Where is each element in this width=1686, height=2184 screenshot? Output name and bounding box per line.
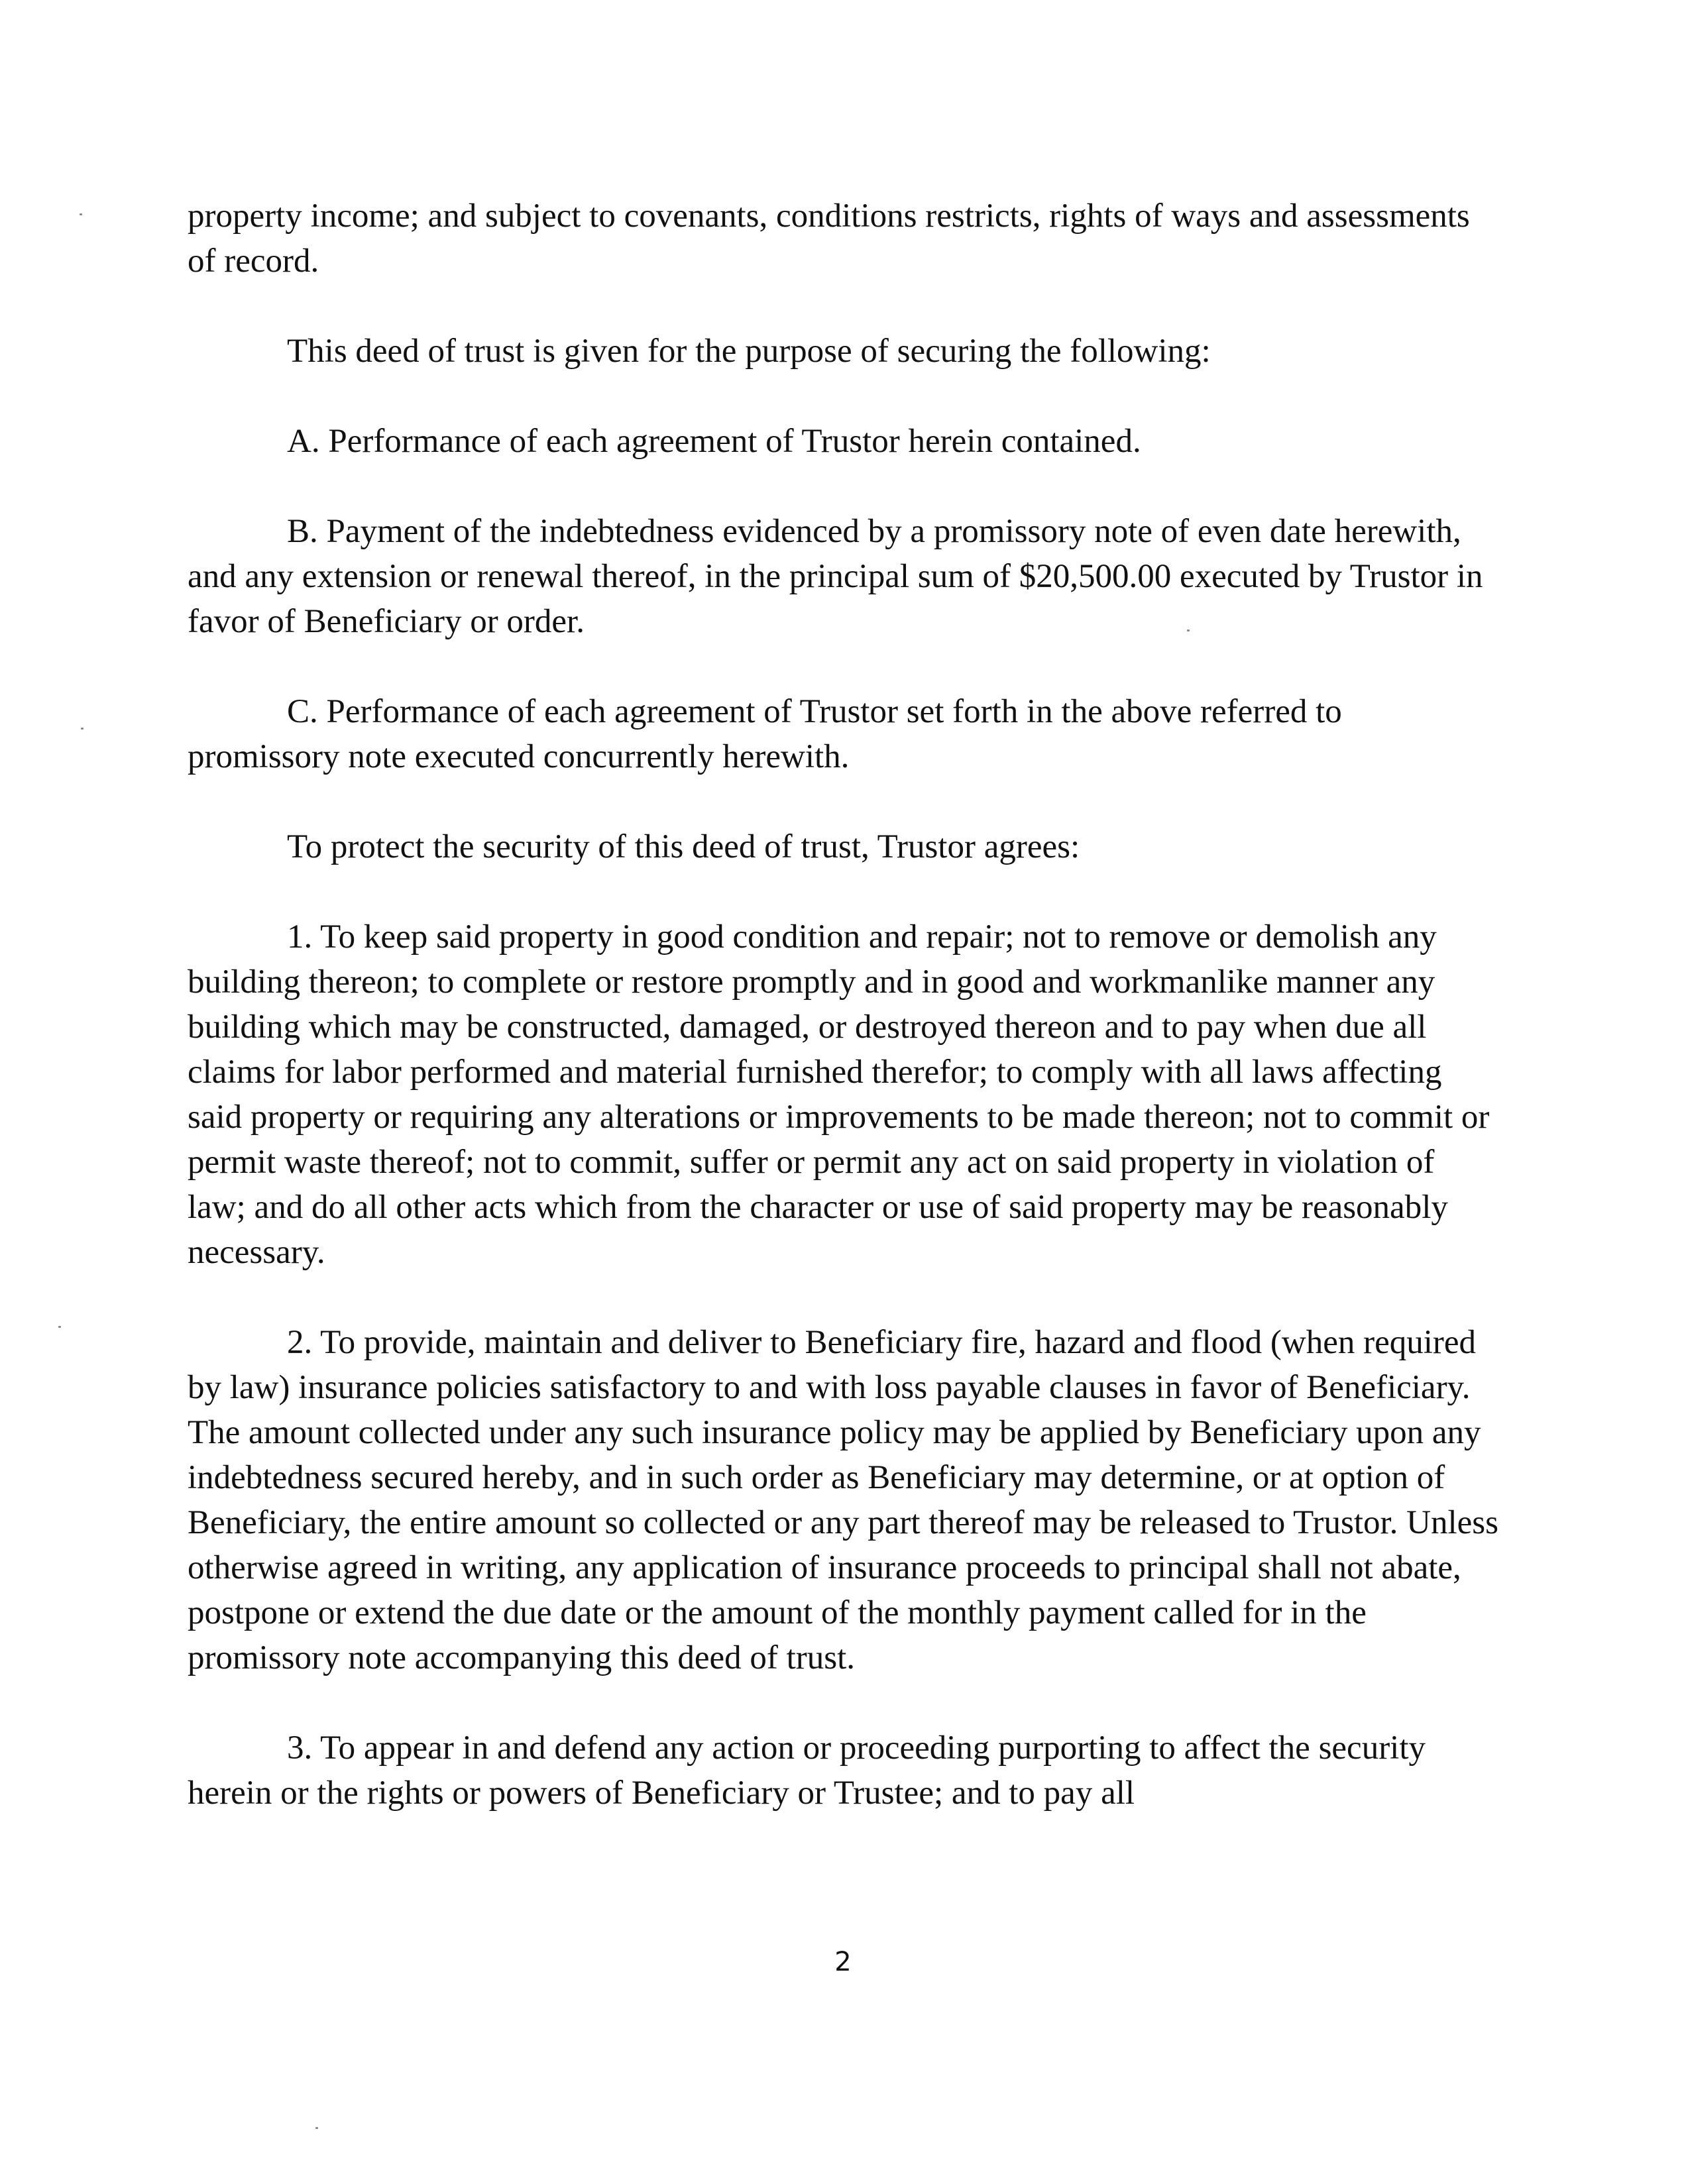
paragraph-purpose-intro: This deed of trust is given for the purpose of securing the following: <box>287 333 1211 370</box>
paragraph-item-b: B. Payment of the indebtedness evidenced by a promissory note of even date herewith, and any extension or renewal thereof, in the principal sum of $20,500.00 executed by Trustor in favor of Beneficiary or order. <box>188 513 1483 640</box>
scan-speck <box>80 213 82 215</box>
paragraph-clause-1: 1. To keep said property in good condition and repair; not to remove or demolish any building thereon; to complete or restore promptly and in good and workmanlike manner any building which may be constructed, damaged, or destroyed thereon and to pay when due all claims for labor performed and material furnished therefor; to comply with all laws affecting said property or requiring any alterations or improvements to be made thereon; not to commit or permit waste thereof; not to commit, suffer or permit any act on said property in violation of law; and do all other acts which from the character or use of said property may be reasonably necessary. <box>188 918 1490 1271</box>
paragraph-clause-3: 3. To appear in and defend any action or proceeding purporting to affect the security herein or the rights or powers of Beneficiary or Trustee; and to pay all <box>188 1729 1426 1812</box>
paragraph-item-c: C. Performance of each agreement of Trustor set forth in the above referred to promissory note executed concurrently herewith. <box>188 693 1342 775</box>
scan-speck <box>315 2127 318 2129</box>
scan-speck <box>58 1326 61 1328</box>
document-body <box>188 193 1500 1861</box>
paragraph-trustor-agrees: To protect the security of this deed of trust, Trustor agrees: <box>287 828 1080 865</box>
page-number: 2 <box>834 1947 852 1977</box>
paragraph-item-a: A. Performance of each agreement of Trustor herein contained. <box>287 423 1141 460</box>
paragraph-continuation: property income; and subject to covenants, conditions restricts, rights of ways and assessments of record. <box>188 197 1470 280</box>
scan-speck <box>81 728 84 730</box>
paragraph-clause-2: 2. To provide, maintain and deliver to Beneficiary fire, hazard and flood (when required by law) insurance policies satisfactory to and with loss payable clauses in favor of Beneficiary. The amount collected under any such insurance policy may be applied by Beneficiary upon any indebtedness secured hereby, and in such order as Beneficiary may determine, or at option of Beneficiary, the entire amount so collected or any part thereof may be released to Trustor. Unless otherwise agreed in writing, any application of insurance proceeds to principal shall not abate, postpone or extend the due date or the amount of the monthly payment called for in the promissory note accompanying this deed of trust. <box>188 1324 1498 1676</box>
scan-speck <box>1187 629 1190 631</box>
